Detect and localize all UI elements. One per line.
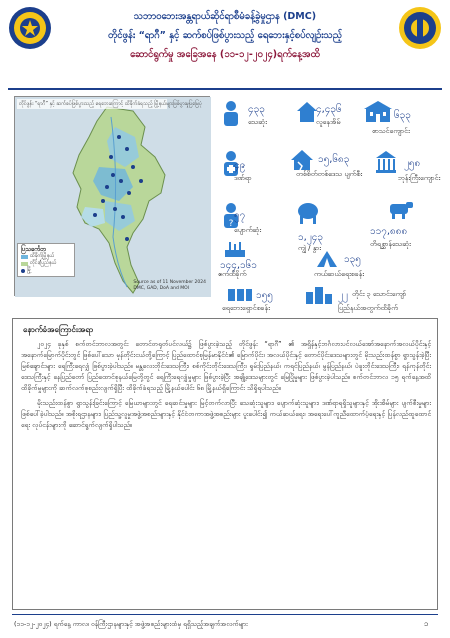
legend-item: တိုင်း/ပြည်နယ် [21, 260, 71, 267]
damaged-houses-value: ၁၅,၆၈၃ [318, 154, 350, 165]
school-building-icon [364, 100, 392, 124]
missing-value: ၅၇ [234, 210, 246, 221]
background-paragraph-2: မိုးသည်းထန်စွာ ရွာသွန်းခြင်းကြောင့် မြေယာများတွင် ရေဆင်းမှုများ မြင့်တက်လာပြီး သေဆုံးသူများ၊ ပျောက်ဆုံးသူများ၊ ဒဏ်ရာရရှိသူများနှင့် အိုးအိမ်များ ပျက်စီးမှုများ ဖြစ်ပေါ်ခဲ့ပါသည်။ အစိုးရဌာနများ၊ ပြည်သူ့လူမှုအဖွဲ့အစည်းများနှင့် နိုင်ငံတကာအဖွဲ့အစည်းများ ပူးပေါင်း၍ ကယ်ဆယ်ရေး၊ အရေးပေါ်ကူညီထောက်ပံ့ရေးနှင့် ပြန်လည်ထူထောင်ရေး လုပ်ငန်းများကို ဆောင်ရွက်လျက်ရှိပါသည်။ [21, 399, 431, 429]
relief-camps-value: ၁၃၅ [344, 254, 361, 265]
evacuation-shelters-label: ရေဘေးရှောင်စခန်း [222, 304, 270, 312]
farmland-icon [224, 240, 246, 258]
township-buildings-icon [306, 286, 332, 304]
damaged-houses-label: တစ်စိတ်တစ်ဒေသ ပျက်စီး [296, 170, 363, 178]
stat-damaged-houses [290, 148, 370, 190]
legend-swatch-icon [21, 255, 28, 259]
stat-relief-camps [300, 250, 410, 280]
relief-camps-label: ကယ်ဆယ်ရေးစခန်း [314, 270, 365, 278]
missing-label: ပျောက်ဆုံး [234, 226, 262, 234]
section-heading: နောက်ခံအကြောင်းအရာ [23, 325, 94, 334]
affected-townships-label: တိုင်း ၃ သောင်းကျော် [352, 290, 407, 298]
affected-area-map [14, 96, 210, 296]
legend-item: ထိခိုက်မြို့နယ် [21, 253, 71, 260]
stat-housing [296, 100, 366, 136]
housing-label: လူနေအိမ် [316, 118, 341, 126]
cattle-icon [296, 200, 320, 226]
stat-injured [218, 150, 298, 190]
report-header [0, 0, 450, 92]
stat-schools [364, 100, 444, 140]
affected-townships-value: ၂၂ [338, 290, 348, 301]
stat-monasteries [374, 150, 444, 192]
map-caption: တိုင်ဖွန်း “ရာဂီ” နှင့် ဆက်စပ်ဖြစ်ပွားသည့် ရေဘေးကြောင့် ထိခိုက်ခံရသည့် မြို့နယ်များဖြစ်ပွားမှုပြမြေပုံ [19, 101, 202, 107]
schools-value: ၆၃၃ [394, 110, 411, 121]
affected-townships-sublabel: ပြည်နယ်အတွက်ထိခိုက် [338, 304, 398, 312]
stat-evacuation-shelters [218, 286, 298, 316]
page-number: ၁ [424, 619, 429, 628]
injured-label: ဒဏ်ရာ [234, 174, 252, 182]
stat-affected-townships [300, 286, 444, 316]
house-icon [296, 100, 318, 124]
ministry-seal-logo [398, 6, 442, 50]
legend-dot-icon [21, 269, 25, 273]
monasteries-label: ဘုန်းကြီးကျောင်း [398, 174, 441, 182]
map-legend [17, 243, 75, 277]
shelter-icon [228, 286, 252, 302]
section-body [21, 339, 431, 435]
housing-value: ၄,၄၃၆ [316, 104, 342, 115]
schools-label: စာသင်ကျောင်း [372, 127, 410, 135]
fatality-person-icon [218, 100, 244, 128]
farmland-value: ၁၄၄,၁၆၁ [220, 260, 257, 271]
monasteries-value: ၂၅၈ [404, 158, 421, 169]
evacuation-shelters-value: ၁၅၅ [256, 290, 273, 301]
farmland-label: ဧကထိခိုက် [218, 270, 247, 278]
stat-missing [218, 202, 288, 242]
deaths-value: ၄၃၃ [248, 104, 265, 115]
cattle-label: ကျွဲ / နွား [298, 244, 322, 252]
monastery-icon [374, 150, 398, 174]
damaged-house-icon [290, 148, 314, 172]
stat-farmland [218, 240, 298, 278]
government-seal-logo [8, 6, 52, 50]
svg-text:?: ? [228, 219, 234, 229]
footer-source-note: (၁၁-၁၂-၂၀၂၄) ရက်နေ့ ကာလ၊ ဝန်ကြီးဌာနများနှင့် အဖွဲ့အစည်းများထံမှ ရရှိသည့်အချက်အလက်များ [14, 620, 248, 628]
report-title-line-3: ဆောင်ရွက်မှု အခြေအနေ (၁၁-၁၂-၂၀၂၄)ရက်နေ့အထိ [130, 49, 320, 60]
header-divider [8, 88, 442, 90]
deaths-label: သေဆုံး [248, 118, 267, 126]
map-credit: Source as of 11 November 2024 DMC, GAD, DoA and MOI [133, 280, 206, 291]
livestock-value: ၁၁၇,၈၈၈ [370, 226, 408, 237]
livestock-icon [386, 200, 414, 220]
tent-icon [316, 250, 338, 268]
report-title-line-2: တိုင်ဖွန်း “ရာဂီ” နှင့် ဆက်စပ်ဖြစ်ပွားသည့် ရေဘေးနှင့်စပ်လျဉ်းသည့် [107, 30, 343, 41]
cattle-value: ၁,၂၄၃ [298, 232, 323, 243]
legend-item: မြို့ [21, 267, 71, 274]
footer-divider [12, 614, 438, 615]
stat-deaths [218, 100, 298, 136]
background-section [12, 318, 438, 610]
injured-value: ၄၉ [234, 160, 246, 171]
livestock-label: တိရစ္ဆာန်သေဆုံး [370, 240, 411, 248]
legend-title: ပြသင်္ကေတ [21, 246, 47, 253]
background-paragraph-1: ၂၀၂၄ ခုနှစ် စက်တင်ဘာလအတွင်း တောင်တရုတ်ပင်လယ်၌ ဖြစ်ပွားခဲ့သည့် တိုင်ဖွန်း “ရာဂီ” ၏ အရှိန်နှင့်ဘင်္ဂလားပင်လယ်အော်အနောက်အလယ်ပိုင်းနှင့် အနောက်မြောက်ပိုင်းတွင် ဖြစ်ပေါ်သော မုန်တိုင်းငယ်တို့ကြောင့် ပြည်ထောင်စုမြန်မာနိုင်ငံ၏ မြောက်ပိုင်း၊ အလယ်ပိုင်းနှင့် တောင်ပိုင်းဒေသများတွင် မိုးသည်းထန်စွာ ရွာသွန်းခဲ့ပြီး မြစ်ချောင်းများ ရေကြီးရေလျှံ ဖြစ်ပွားခဲ့ပါသည်။ မန္တလေးတိုင်းဒေသကြီး၊ စစ်ကိုင်းတိုင်းဒေသကြီး၊ ရှမ်းပြည်နယ်၊ ကရင်ပြည်နယ်၊ မွန်ပြည်နယ်၊ ပဲခူးတိုင်းဒေသကြီး၊ ရန်ကုန်တိုင်းဒေသကြီးနှင့် နေပြည်တော် ပြည်ထောင်စုနယ်မြေတို့တွင် ရေကြီးရေလျှံမှုများ ဖြစ်ပွားခဲ့ပြီး အချို့ဒေသများတွင် မြေပြိုမှုများ ဖြစ်ပွားခဲ့ပါသည်။ စက်တင်ဘာလ ၁၅ ရက်နေ့အထိ ထိခိုက်မှုများကို ဆက်လက်စုစည်းလျက်ရှိပြီး ထိခိုက်ခံရသည့် မြို့နယ်ပေါင်း ၆၈ မြို့နယ်ရှိကြောင်း သိရှိရပါသည်။ [21, 340, 431, 392]
legend-swatch-icon [21, 262, 28, 266]
report-title-line-1: သဘာဝဘေးအန္တရာယ်ဆိုင်ရာစီမံခန့်ခွဲမှုဌာန (DMC) [133, 11, 317, 22]
